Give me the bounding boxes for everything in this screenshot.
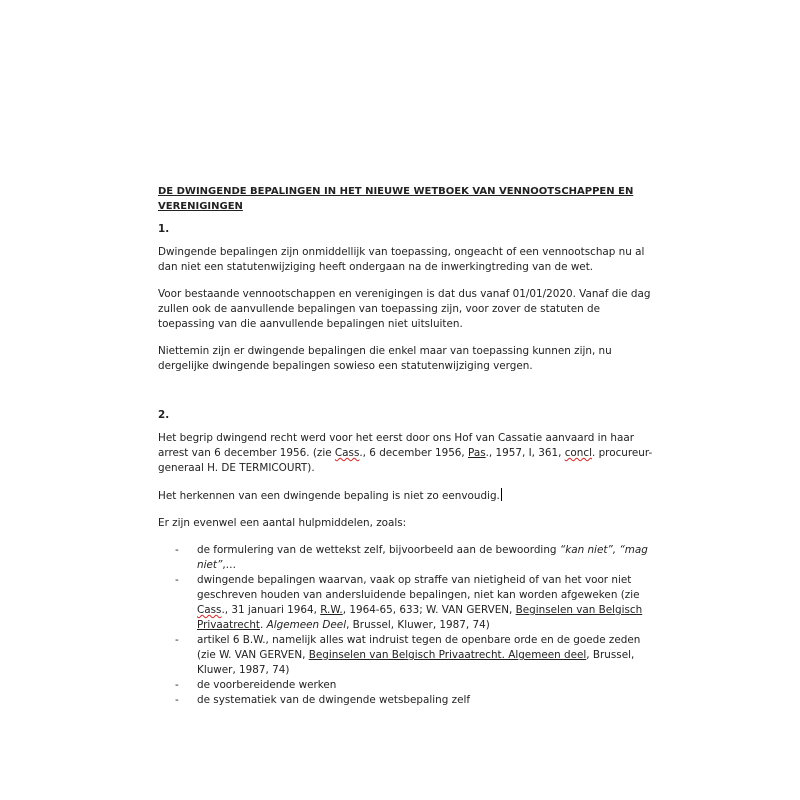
list-item [158,543,658,573]
text-run: . [260,619,267,631]
text-run: ., 1957, I, 361, [485,447,565,459]
text-run: , 1964-65, 633; W. VAN GERVEN, [342,604,516,616]
text-run: artikel 6 B.W., namelijk alles wat indruist tegen de openbare orde en de goede zeden (zie W. VAN GERVEN, [197,634,641,661]
aids-list [158,543,658,708]
section2-paragraph-1 [158,431,658,476]
section-number-2: 2. [158,409,170,421]
citation-concl: concl [564,447,592,459]
text-run: de formulering van de wettekst zelf, bijvoorbeeld aan de bewoording [197,544,560,556]
text-run: ,… [222,559,237,571]
section-number-1: 1. [158,223,170,235]
section1-paragraph-1: Dwingende bepalingen zijn onmiddellijk van toepassing, ongeacht of een vennootschap nu al dan niet een statutenwijziging heeft ondergaan na de inwerkingtreding van de wet. [158,246,645,273]
text-run: ., 6 december 1956, [359,447,469,459]
list-item: - de voorbereidende werken [158,678,658,693]
text-run: , Brussel, Kluwer, 1987, 74) [197,649,635,676]
citation-pas: Pas [468,447,486,459]
book-title: Beginselen van Belgisch Privaatrecht [197,604,643,631]
citation-cass: Cass [197,604,222,616]
list-item [158,633,658,678]
text-cursor [501,488,502,501]
text-run: , Brussel, Kluwer, 1987, 74) [346,619,490,631]
text-run: ., 31 januari 1964, [221,604,321,616]
citation-rw: R.W. [320,604,343,616]
text-run: . procureur-generaal H. DE TERMICOURT). [158,447,653,474]
document-title: DE DWINGENDE BEPALINGEN IN HET NIEUWE WETBOEK VAN VENNOOTSCHAPPEN EN VERENIGINGEN [158,186,634,212]
blank-space [158,386,658,408]
text-run: Het begrip dwingend recht werd voor het eerst door ons Hof van Cassatie aanvaard in haar arrest van 6 december 1956. (zie [158,432,635,459]
document-body[interactable] [158,184,658,708]
list-item: - de systematiek van de dwingende wetsbepaling zelf [158,693,658,708]
text-run: dwingende bepalingen waarvan, vaak op straffe van nietigheid of van het voor niet geschreven houden van andersluidende bepalingen, niet kan worden afgeweken (zie [197,574,640,601]
book-title: Beginselen van Belgisch Privaatrecht. Algemeen deel [308,649,587,661]
quoted-wording: “kan niet”, “mag niet” [197,544,648,571]
book-volume: Algemeen Deel [266,619,347,631]
section1-paragraph-2: Voor bestaande vennootschappen en verenigingen is dat dus vanaf 01/01/2020. Vanaf die dag zullen ook de aanvullende bepalingen van toepassing zijn, voor zover de statuten de toepassing van die aanvullende bepalingen niet uitsluiten. [158,288,651,330]
citation-cass: Cass [334,447,360,459]
section1-paragraph-3: Niettemin zijn er dwingende bepalingen die enkel maar van toepassing kunnen zijn, nu dergelijke dwingende bepalingen sowieso een statutenwijziging vergen. [158,345,612,372]
text-run: Het herkennen van een dwingende bepaling is niet zo eenvoudig. [158,490,500,502]
section2-paragraph-2 [158,488,658,504]
section2-paragraph-3: Er zijn evenwel een aantal hulpmiddelen, zoals: [158,517,407,529]
list-item [158,573,658,633]
